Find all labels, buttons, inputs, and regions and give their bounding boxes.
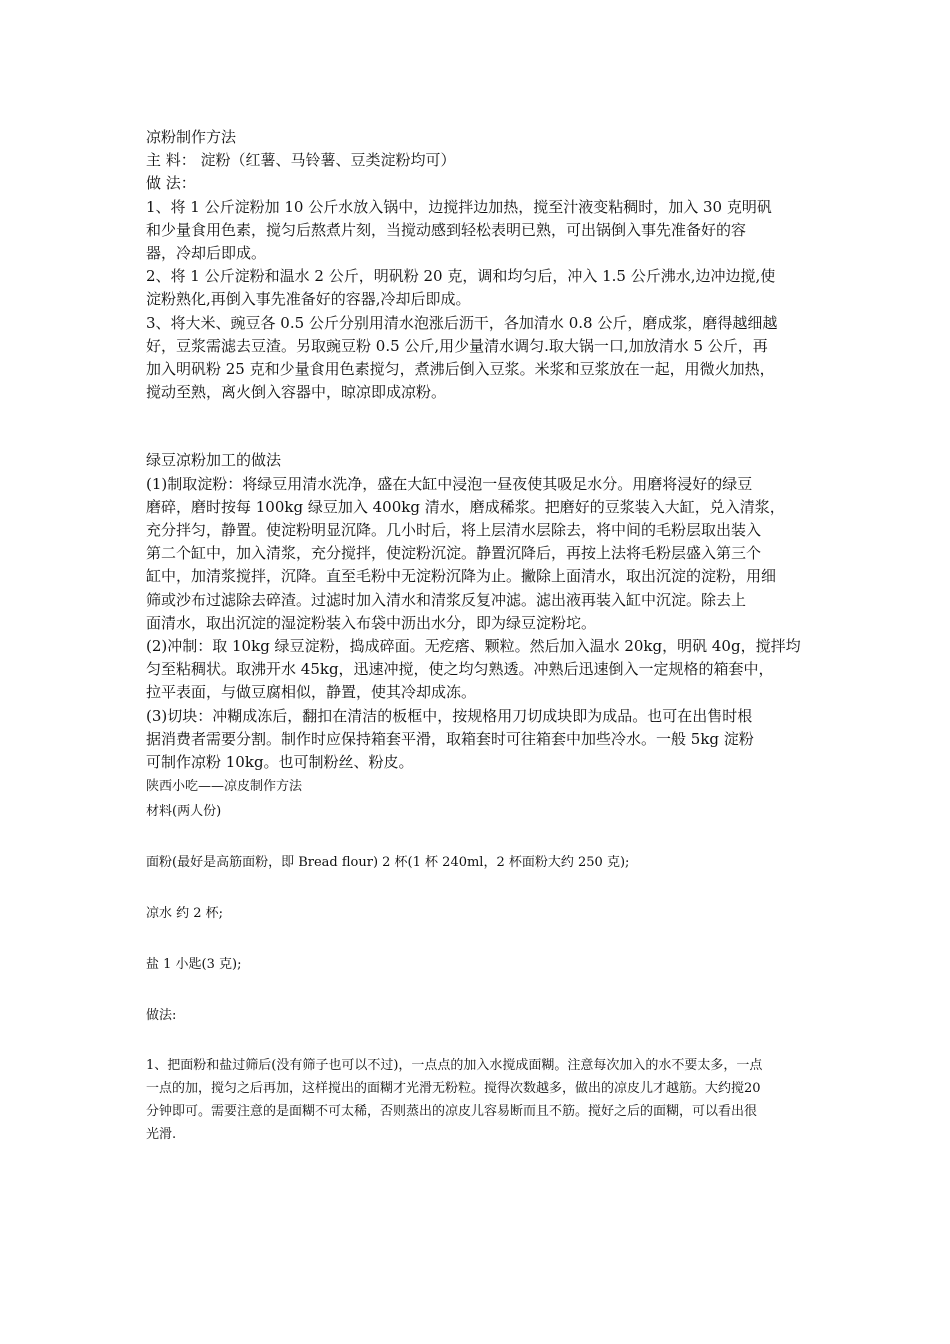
text-line: 1、把面粉和盐过筛后(没有筛子也可以不过)，一点点的加入水搅成面糊。注意每次加入的水不要太多，一点 bbox=[146, 1058, 763, 1074]
text-line: 1、将 1 公斤淀粉加 10 公斤水放入锅中，边搅拌边加热，搅至汁液变粘稠时，加入 30 克明矾 bbox=[146, 197, 772, 216]
text-line: 器，冷却后即成。 bbox=[146, 244, 267, 263]
ingredient-flour: 面粉(最好是高筋面粉，即 Bread flour) 2 杯(1 杯 240ml，2 杯面粉大约 250 克); bbox=[146, 855, 630, 871]
text-line: 可制作凉粉 10kg。也可制粉丝、粉皮。 bbox=[146, 753, 414, 772]
text-line: 缸中，加清浆搅拌，沉降。直至毛粉中无淀粉沉降为止。撇除上面清水，取出沉淀的淀粉，用细 bbox=[146, 567, 777, 586]
materials-label: 材料(两人份) bbox=[146, 804, 222, 820]
text-line: 加入明矾粉 25 克和少量食用色素搅匀，煮沸后倒入豆浆。米浆和豆浆放在一起，用微火加热， bbox=[146, 360, 775, 379]
section1-title: 凉粉制作方法 bbox=[146, 128, 237, 146]
blank-line bbox=[146, 977, 816, 1003]
method-label: 做法: bbox=[146, 1008, 177, 1024]
text-line: (1)制取淀粉：将绿豆用清水洗净，盛在大缸中浸泡一昼夜使其吸足水分。用磨将浸好的绿豆 bbox=[146, 474, 753, 493]
text-line: 筛或沙布过滤除去碎渣。过滤时加入清水和清浆反复冲滤。滤出液再装入缸中沉淀。除去上 bbox=[146, 590, 747, 609]
text-line: 充分拌匀，静置。使淀粉明显沉降。几小时后，将上层清水层除去，将中间的毛粉层取出装入 bbox=[146, 521, 762, 540]
document-page bbox=[146, 126, 816, 1146]
section2-title: 绿豆凉粉加工的做法 bbox=[146, 451, 282, 470]
text-line: 匀至粘稠状。取沸开水 45kg，迅速冲搅，使之均匀熟透。冲熟后迅速倒入一定规格的箱套中， bbox=[146, 660, 774, 679]
text-line: 3、将大米、豌豆各 0.5 公斤分别用清水泡涨后沥干，各加清水 0.8 公斤，磨成浆，磨得越细越 bbox=[146, 313, 778, 332]
text-line: 光滑. bbox=[146, 1127, 177, 1143]
text-line: 据消费者需要分割。制作时应保持箱套平滑，取箱套时可往箱套中加些冷水。一般 5kg 淀粉 bbox=[146, 729, 754, 748]
text-line: 分钟即可。需要注意的是面糊不可太稀，否则蒸出的凉皮儿容易断而且不筋。搅好之后的面糊，可以看出很 bbox=[146, 1104, 758, 1120]
method-label: 做 法： bbox=[146, 174, 196, 193]
text-line: 好，豆浆需滤去豆渣。另取豌豆粉 0.5 公斤,用少量清水调匀.取大锅一口,加放清水 5 公斤，再 bbox=[146, 336, 768, 355]
text-line: 2、将 1 公斤淀粉和温水 2 公斤，明矾粉 20 克，调和均匀后，冲入 1.5 公斤沸水,边冲边搅,使 bbox=[146, 267, 776, 286]
main-ingredient: 主 料： 淀粉（红薯、马铃薯、豆类淀粉均可） bbox=[146, 151, 456, 170]
ingredient-salt: 盐 1 小匙(3 克); bbox=[146, 957, 242, 973]
ingredient-water: 凉水 约 2 杯; bbox=[146, 906, 224, 922]
text-line: 搅动至熟，离火倒入容器中，晾凉即成凉粉。 bbox=[146, 383, 447, 402]
text-line: 磨碎，磨时按每 100kg 绿豆加入 400kg 清水，磨成稀浆。把磨好的豆浆装入大缸，兑入清浆， bbox=[146, 497, 785, 516]
blank-line bbox=[146, 875, 816, 901]
section-spacer bbox=[146, 404, 816, 449]
text-line: 一点的加，搅匀之后再加，这样搅出的面糊才光滑无粉粒。搅得次数越多，做出的凉皮儿才越筋。大约搅20 bbox=[146, 1081, 761, 1097]
text-line: 第二个缸中，加入清浆，充分搅拌，使淀粉沉淀。静置沉降后，再按上法将毛粉层盛入第三个 bbox=[146, 544, 762, 563]
text-line: 面清水，取出沉淀的湿淀粉装入布袋中沥出水分，即为绿豆淀粉坨。 bbox=[146, 613, 597, 632]
blank-line bbox=[146, 824, 816, 850]
blank-line bbox=[146, 1028, 816, 1054]
blank-line bbox=[146, 926, 816, 952]
text-line: 拉平表面，与做豆腐相似，静置，使其冷却成冻。 bbox=[146, 683, 477, 702]
text-line: (3)切块：冲糊成冻后，翻扣在清洁的板框中，按规格用刀切成块即为成品。也可在出售时根 bbox=[146, 706, 753, 725]
text-line: (2)冲制：取 10kg 绿豆淀粉，捣成碎面。无疙瘩、颗粒。然后加入温水 20kg，明矾 40g，搅拌均 bbox=[146, 637, 801, 656]
text-line: 淀粉熟化,再倒入事先准备好的容器,冷却后即成。 bbox=[146, 290, 471, 309]
section3-title: 陕西小吃——凉皮制作方法 bbox=[146, 779, 303, 795]
text-line: 和少量食用色素，搅匀后熬煮片刻，当搅动感到轻松表明已熟，可出锅倒入事先准备好的容 bbox=[146, 220, 747, 239]
